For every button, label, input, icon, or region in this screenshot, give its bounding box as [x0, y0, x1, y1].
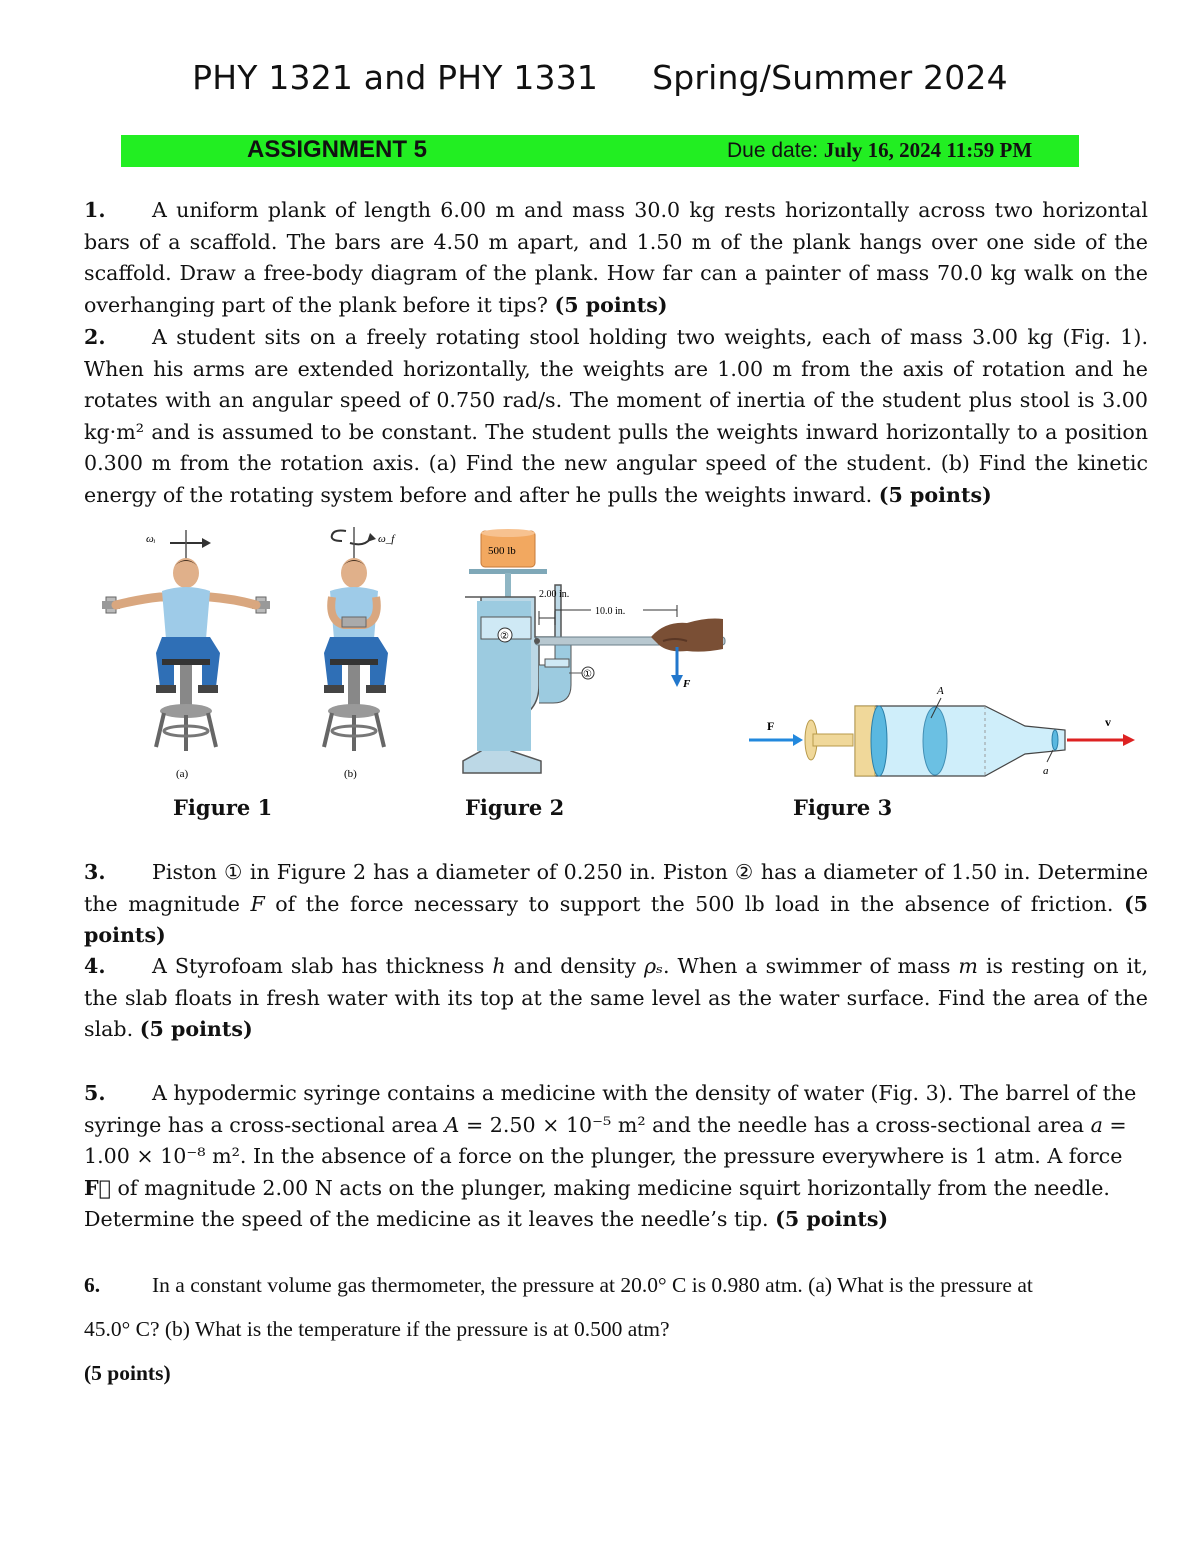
due-value: July 16, 2024 11:59 PM: [823, 138, 1033, 162]
assignment-banner: [121, 135, 1079, 167]
variable-F-vector: F⃗: [84, 1175, 111, 1200]
question-text: A uniform plank of length 6.00 m and mass 30.0 kg rests horizontally across two horizontal bars of a scaffold. The bars are 4.50 m apart, and 1.50 m of the plank hangs over one side of the scaffold. Draw a free-body diagram of the plank. How far can a painter of mass 70.0 kg walk on the overhanging part of the plank before it tips?: [84, 198, 1148, 317]
force-label: F: [683, 678, 691, 690]
question-text: = 2.50 × 10⁻⁵ m² and the needle has a cross-sectional area: [465, 1112, 1085, 1137]
student-extended-arms: [102, 530, 270, 780]
question-number: 3.: [84, 860, 106, 884]
figure-2-illustration: [455, 525, 730, 787]
fig1-label-b: (b): [344, 768, 357, 780]
figure-3-illustration: [745, 680, 1145, 790]
question-points: (5 points): [139, 1017, 253, 1042]
variable-h: h: [492, 954, 506, 978]
area-A-label: A: [937, 685, 944, 697]
variable-a: a: [1090, 1112, 1103, 1137]
question-text: A Styrofoam slab has thickness: [152, 954, 485, 978]
page-title: [0, 58, 1200, 97]
question-1: [84, 195, 1148, 321]
question-text: has a diameter of 1.50 in. Determine the magnitude: [84, 860, 1149, 916]
question-5: [84, 1078, 1148, 1236]
syringe-force-label: F⃗: [767, 719, 784, 733]
question-number: 1.: [84, 198, 106, 222]
variable-F: F: [250, 891, 265, 916]
question-6: [84, 1263, 1148, 1395]
piston-1-symbol: ①: [223, 860, 243, 884]
question-number: 4.: [84, 954, 106, 978]
figure-1-caption: Figure 1: [173, 795, 273, 820]
question-line-2: 45.0° C? (b) What is the temperature if the pressure is at 0.500 atm?: [84, 1317, 670, 1341]
question-number: 5.: [84, 1081, 106, 1105]
question-2: [84, 322, 1148, 512]
piston-2-label: ②: [500, 631, 509, 642]
question-text: in Figure 2 has a diameter of 0.250 in. Piston: [249, 860, 728, 884]
piston-2-symbol: ②: [734, 860, 754, 884]
course-codes: PHY 1321 and PHY 1331: [192, 58, 599, 97]
figure-3-caption: Figure 3: [793, 795, 893, 820]
question-number: 2.: [84, 325, 106, 349]
fig1-label-a: (a): [176, 768, 189, 780]
question-3: [84, 857, 1148, 952]
term: Spring/Summer 2024: [652, 58, 1008, 97]
question-4: [84, 951, 1148, 1046]
velocity-label: v⃗: [1105, 715, 1121, 729]
question-points: (5 points): [775, 1207, 889, 1232]
load-label: 500 lb: [488, 545, 516, 557]
question-text: A student sits on a freely rotating stool holding two weights, each of mass 3.00 kg (Fig. 1). When his arms are extended horizontally, the weights are 1.00 m from the axis of rotation and he rotates with an angular speed of 0.750 rad/s. The moment of inertia of the student plus stool is 3.00 kg·m² and is assumed to be constant. The student pulls the weights inward horizontally to a position 0.300 m from the rotation axis. (a) Find the new angular speed of the student. (b) Find the kinetic energy of the rotating system before and after he pulls the weights inward.: [84, 325, 1148, 507]
question-number: 6.: [84, 1273, 101, 1297]
question-points: (5 points): [84, 891, 1149, 948]
variable-rho: ρₛ: [643, 954, 663, 978]
dimension-small: 2.00 in.: [539, 589, 570, 600]
question-points: (5 points): [878, 482, 992, 507]
question-text: of the force necessary to support the 500 lb load in the absence of friction.: [275, 891, 1114, 916]
omega-i-label: ωᵢ: [146, 533, 156, 545]
question-text: A hypodermic syringe contains a medicine with the density of water (Fig. 3). The barrel of the syringe has a cross-sectional area: [84, 1081, 1137, 1137]
assignment-label: ASSIGNMENT 5: [247, 136, 428, 163]
student-pulled-arms: [324, 527, 396, 780]
question-text: = 1.00 × 10⁻⁸ m². In the absence of a force on the plunger, the pressure everywhere is 1 atm. A force: [84, 1112, 1127, 1169]
question-text: Piston: [152, 860, 217, 884]
variable-m: m: [958, 954, 978, 978]
question-text: and density: [513, 954, 636, 978]
omega-f-label: ω_f: [378, 533, 395, 545]
question-points: (5 points): [554, 292, 668, 317]
due-label: Due date:: [727, 139, 819, 162]
figure-2-caption: Figure 2: [465, 795, 565, 820]
question-points: (5 points): [84, 1361, 171, 1385]
figure-1-illustration: [90, 525, 420, 787]
variable-A: A: [444, 1112, 460, 1137]
area-a-label: a: [1043, 765, 1049, 777]
question-text: In a constant volume gas thermometer, the pressure at 20.0° C is 0.980 atm. (a) What is the pressure at: [152, 1273, 1033, 1297]
dimension-large: 10.0 in.: [595, 606, 626, 617]
due-date: [727, 138, 1032, 163]
piston-1-label: ①: [583, 669, 592, 680]
question-text: . When a swimmer of mass: [663, 954, 951, 978]
question-text: of magnitude 2.00 N acts on the plunger, making medicine squirt horizontally from the needle. Determine the speed of the medicine as it leaves the needle’s tip.: [84, 1175, 1110, 1232]
question-text: is resting on it, the slab floats in fresh water with its top at the same level as the water surface. Find the area of the slab.: [84, 954, 1149, 1042]
question-line-1: [84, 1263, 1148, 1307]
